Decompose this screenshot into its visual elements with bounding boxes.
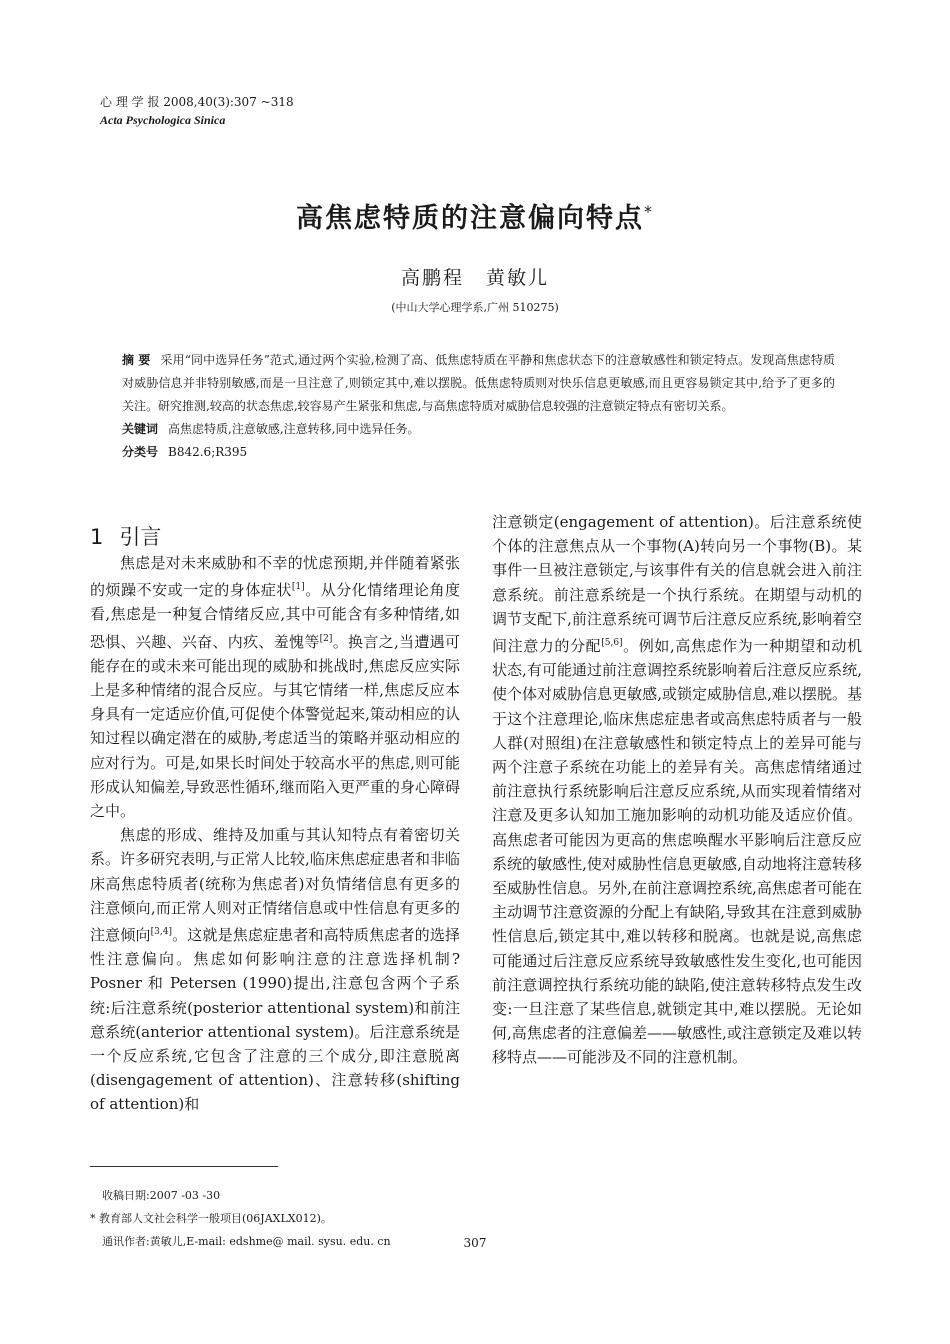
paper-title-text: 高焦虑特质的注意偏向特点 xyxy=(296,203,644,234)
paragraph: 焦虑的形成、维持及加重与其认知特点有着密切关系。许多研究表明,与正常人比较,临床焦虑症患者和非临床高焦虑特质者(统称为焦虑者)对负情绪信息有更多的注意倾向,而正常人则对正情绪信息或中性信息有更多的注意倾向[3,4]。这就是焦虑症患者和高特质焦虑者的选择性注意偏向。焦虑如何影响注意的注意选择机制? Posner 和 Petersen (1990)提出,注意包含两个子系统:后注意系统(posterior attentional system)和前注意系统(anterior attentional system)。后注意系统是一个反应系统,它包含了注意的三个成分,即注意脱离(disengagement of attention)、注意转移(shifting of attention)和 xyxy=(90,826,460,1114)
abstract xyxy=(122,349,835,418)
author-name: 高鹏程 xyxy=(400,267,464,289)
classification xyxy=(122,441,835,464)
journal-name-cn: 心 理 学 报 2008,40(3):307 ~318 xyxy=(100,95,294,109)
section-number: 1 xyxy=(90,525,104,549)
keywords-text: 高焦虑特质,注意敏感,注意转移,同中选异任务。 xyxy=(168,422,420,436)
journal-header xyxy=(100,93,294,129)
citation: [3,4] xyxy=(150,927,172,938)
corresponding-author: 通讯作者:黄敏儿,E-mail: edshme@ mail. sysu. edu. cn xyxy=(102,1235,391,1248)
citation: [2] xyxy=(319,633,333,644)
classification-label: 分类号 xyxy=(122,445,159,459)
right-column xyxy=(492,510,862,1070)
keywords-label: 关键词 xyxy=(122,422,159,436)
paper-title xyxy=(0,196,950,235)
abstract-text: 采用“同中选异任务”范式,通过两个实验,检测了高、低焦虑特质在平静和焦虑状态下的注意敏感性和锁定特点。发现高焦虑特质对威胁信息并非特别敏感,而是一旦注意了,则锁定其中,难以摆脱。低焦虑特质则对快乐信息更敏感,而且更容易锁定其中,给予了更多的关注。研究推测,较高的状态焦虑,较容易产生紧张和焦虑,与高焦虑特质对威胁信息较强的注意锁定特点有密切关系。 xyxy=(122,353,835,413)
section-heading xyxy=(90,521,161,551)
journal-name-en: Acta Psychologica Sinica xyxy=(100,113,226,127)
citation: [5,6] xyxy=(601,638,623,649)
abstract-block xyxy=(122,349,835,464)
funding-note: * 教育部人文社会科学一般项目(06JAXLX012)。 xyxy=(90,1212,332,1225)
page-number: 307 xyxy=(463,1236,487,1250)
received-date: 收稿日期:2007 -03 -30 xyxy=(102,1189,221,1202)
author-list xyxy=(0,263,950,290)
classification-text: B842.6;R395 xyxy=(168,445,248,459)
paragraph: 焦虑是对未来威胁和不幸的忧虑预期,并伴随着紧张的烦躁不安或一定的身体症状[1]。从分化情绪理论角度看,焦虑是一种复合情绪反应,其中可能含有多种情绪,如恐惧、兴趣、兴奋、内疚、羞愧等[2]。换言之,当遭遇可能存在的或未来可能出现的威胁和挑战时,焦虑反应实际上是多种情绪的混合反应。与其它情绪一样,焦虑反应本身具有一定适应价值,可促使个体警觉起来,策动相应的认知过程以确定潜在的威胁,考虑适当的策略并驱动相应的应对行为。可是,如果长时间处于较高水平的焦虑,则可能形成认知偏差,导致恶性循环,继而陷入更严重的身心障碍之中。 xyxy=(90,554,460,821)
left-column xyxy=(90,551,460,1117)
paragraph: 注意锁定(engagement of attention)。后注意系统使个体的注意焦点从一个事物(A)转向另一个事物(B)。某事件一旦被注意锁定,与该事件有关的信息就会进入前注意系统。前注意系统是一个执行系统。在期望与动机的调节支配下,前注意系统可调节后注意反应系统,影响着空间注意力的分配[5,6]。例如,高焦虑作为一种期望和动机状态,有可能通过前注意调控系统影响着后注意反应系统,使个体对威胁信息更敏感,或锁定威胁信息,难以摆脱。基于这个注意理论,临床焦虑症患者或高焦虑特质者与一般人群(对照组)在注意敏感性和锁定特点上的差异可能与两个注意子系统在功能上的差异有关。高焦虑情绪通过前注意执行系统影响后注意反应系统,从而实现着情绪对注意及更多认知加工施加影响的动机功能及适应价值。高焦虑者可能因为更高的焦虑唤醒水平影响后注意反应系统的敏感性,使对威胁性信息更敏感,自动地将注意转移至威胁性信息。另外,在前注意调控系统,高焦虑者可能在主动调节注意资源的分配上有缺陷,导致其在注意到威胁性信息后,锁定其中,难以转移和脱离。也就是说,高焦虑可能通过后注意反应系统导致敏感性发生变化,也可能因前注意调控执行系统功能的缺陷,使注意转移特点发生改变:一旦注意了某些信息,就锁定其中,难以摆脱。无论如何,高焦虑者的注意偏差——敏感性,或注意锁定及难以转移特点——可能涉及不同的注意机制。 xyxy=(492,513,862,1067)
citation: [1] xyxy=(291,582,305,593)
author-name: 黄敏儿 xyxy=(486,267,550,289)
section-title: 引言 xyxy=(119,525,162,549)
footnote-divider xyxy=(90,1166,278,1167)
keywords xyxy=(122,418,835,441)
affiliation: (中山大学心理学系,广州 510275) xyxy=(391,301,559,314)
abstract-label: 摘 要 xyxy=(122,353,151,367)
title-footnote-mark: * xyxy=(644,202,654,221)
